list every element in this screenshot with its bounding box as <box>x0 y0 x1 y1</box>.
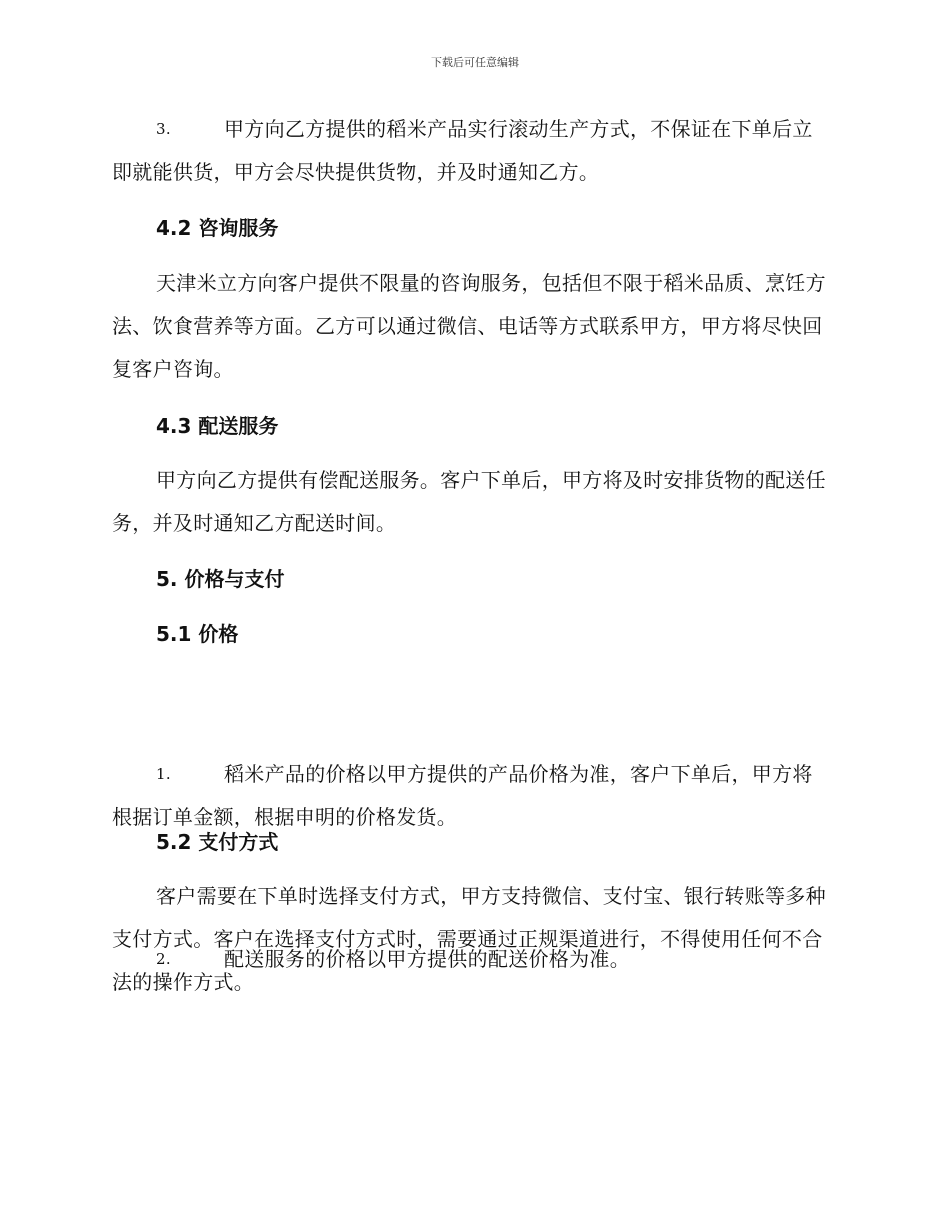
list-number: 1. <box>156 765 171 783</box>
list-item-text: 稻米产品的价格以甲方提供的产品价格为准，客户下单后，甲方将根据订单金额，根据申明的价格发货。 <box>112 762 813 829</box>
list-number: 2. <box>156 950 171 968</box>
section-heading-4-2: 4.2 咨询服务 <box>156 216 279 240</box>
list-number: 3. <box>156 120 171 138</box>
paragraph-4-2: 天津米立方向客户提供不限量的咨询服务，包括但不限于稻米品质、烹饪方法、饮食营养等方面。乙方可以通过微信、电话等方式联系甲方，甲方将尽快回复客户咨询。 <box>112 271 826 381</box>
section-heading-4-3: 4.3 配送服务 <box>156 414 279 438</box>
list-item-text: 配送服务的价格以甲方提供的配送价格为准。 <box>224 947 630 971</box>
list-item-text: 甲方向乙方提供的稻米产品实行滚动生产方式，不保证在下单后立即就能供货，甲方会尽快提供货物，并及时通知乙方。 <box>112 117 813 184</box>
page-header: 下载后可任意编辑 <box>431 56 519 69</box>
paragraph-5-2: 客户需要在下单时选择支付方式，甲方支持微信、支付宝、银行转账等多种支付方式。客户在选择支付方式时，需要通过正规渠道进行，不得使用任何不合法的操作方式。 <box>112 884 826 994</box>
paragraph-4-3: 甲方向乙方提供有偿配送服务。客户下单后，甲方将及时安排货物的配送任务，并及时通知乙方配送时间。 <box>112 468 826 535</box>
section-heading-5: 5. 价格与支付 <box>156 567 285 591</box>
list-item-3 <box>112 108 832 194</box>
section-heading-5-2: 5.2 支付方式 <box>156 830 279 854</box>
section-heading-5-1: 5.1 价格 <box>156 622 239 646</box>
